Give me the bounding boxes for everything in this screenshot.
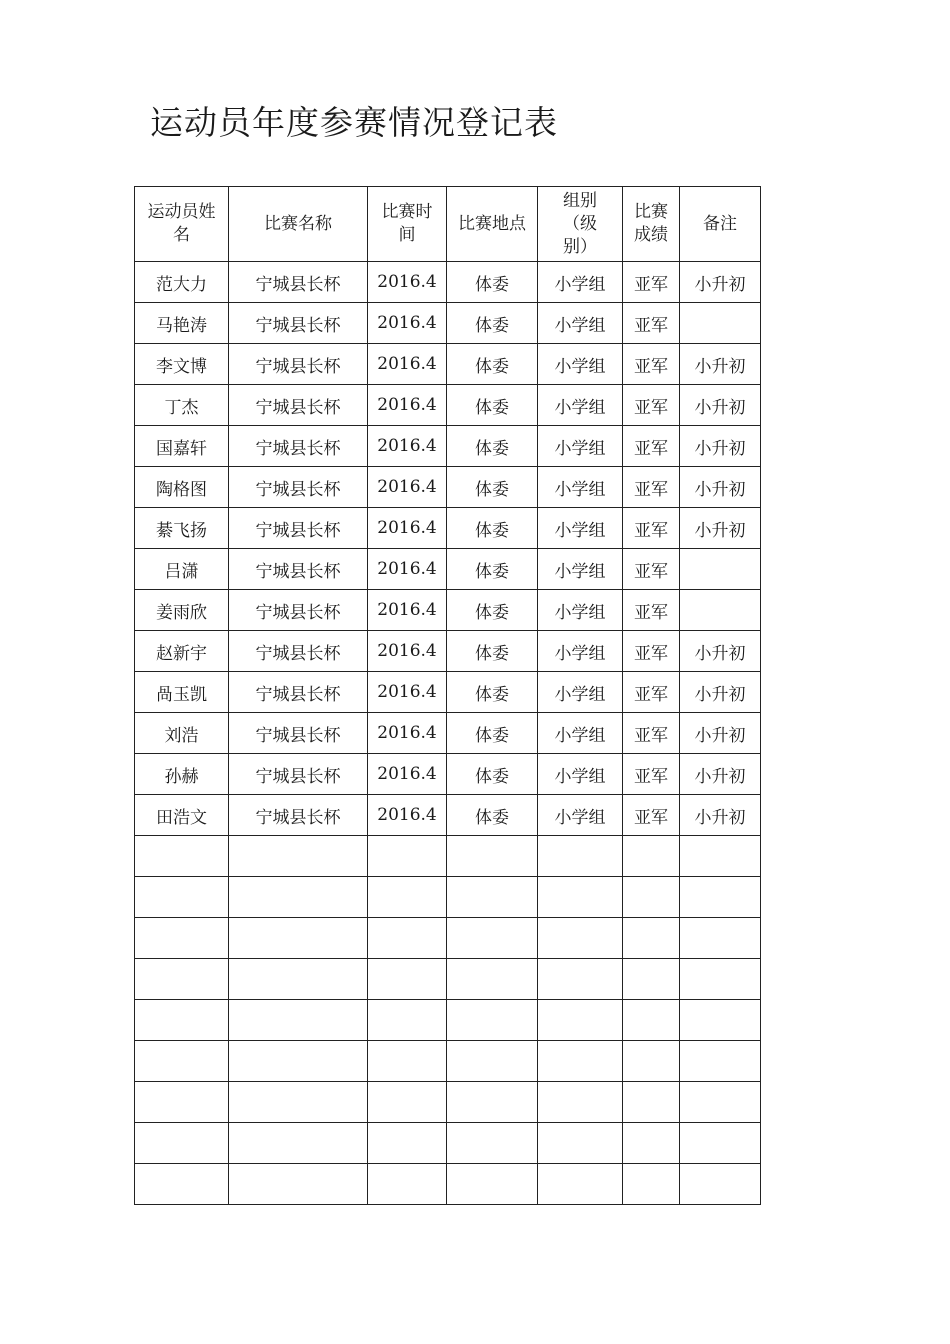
cell-event-location: 体委 xyxy=(447,795,538,836)
cell-event-name: 宁城县长杯 xyxy=(229,385,368,426)
table-row xyxy=(135,344,761,385)
cell-result xyxy=(623,1041,680,1082)
cell-group-level xyxy=(538,1123,623,1164)
cell-athlete-name: 咼玉凯 xyxy=(135,672,229,713)
cell-event-location xyxy=(447,836,538,877)
cell-remarks: 小升初 xyxy=(680,631,761,672)
cell-group-level xyxy=(538,836,623,877)
cell-group-level: 小学组 xyxy=(538,672,623,713)
cell-event-location: 体委 xyxy=(447,426,538,467)
cell-result: 亚军 xyxy=(623,508,680,549)
cell-event-name xyxy=(229,877,368,918)
cell-remarks xyxy=(680,959,761,1000)
cell-group-level xyxy=(538,877,623,918)
cell-event-location xyxy=(447,959,538,1000)
cell-athlete-name xyxy=(135,877,229,918)
cell-group-level xyxy=(538,1164,623,1205)
cell-event-location: 体委 xyxy=(447,672,538,713)
cell-event-name: 宁城县长杯 xyxy=(229,795,368,836)
cell-result: 亚军 xyxy=(623,303,680,344)
table-row xyxy=(135,795,761,836)
cell-result: 亚军 xyxy=(623,344,680,385)
cell-group-level xyxy=(538,918,623,959)
cell-athlete-name xyxy=(135,1082,229,1123)
cell-event-location: 体委 xyxy=(447,631,538,672)
table-row xyxy=(135,754,761,795)
cell-event-name xyxy=(229,918,368,959)
cell-event-time: 2016.4 xyxy=(368,795,447,836)
table-header-row xyxy=(135,187,761,262)
cell-event-name xyxy=(229,1000,368,1041)
cell-remarks xyxy=(680,303,761,344)
cell-athlete-name: 国嘉轩 xyxy=(135,426,229,467)
cell-event-time xyxy=(368,1041,447,1082)
cell-event-name: 宁城县长杯 xyxy=(229,467,368,508)
cell-event-location: 体委 xyxy=(447,549,538,590)
cell-event-name: 宁城县长杯 xyxy=(229,713,368,754)
cell-remarks: 小升初 xyxy=(680,385,761,426)
cell-event-name xyxy=(229,836,368,877)
table-row xyxy=(135,467,761,508)
cell-event-time: 2016.4 xyxy=(368,344,447,385)
cell-event-name: 宁城县长杯 xyxy=(229,508,368,549)
cell-remarks: 小升初 xyxy=(680,508,761,549)
header-event-name: 比赛名称 xyxy=(229,187,368,262)
cell-event-name: 宁城县长杯 xyxy=(229,631,368,672)
cell-remarks xyxy=(680,877,761,918)
cell-event-location: 体委 xyxy=(447,303,538,344)
cell-group-level: 小学组 xyxy=(538,426,623,467)
cell-result xyxy=(623,877,680,918)
cell-group-level: 小学组 xyxy=(538,262,623,303)
cell-remarks: 小升初 xyxy=(680,795,761,836)
cell-result xyxy=(623,918,680,959)
cell-athlete-name: 陶格图 xyxy=(135,467,229,508)
cell-event-location: 体委 xyxy=(447,262,538,303)
cell-event-time: 2016.4 xyxy=(368,385,447,426)
cell-event-name xyxy=(229,1123,368,1164)
cell-event-time xyxy=(368,918,447,959)
cell-result: 亚军 xyxy=(623,426,680,467)
cell-athlete-name xyxy=(135,1123,229,1164)
cell-event-name xyxy=(229,959,368,1000)
cell-group-level: 小学组 xyxy=(538,754,623,795)
table-row xyxy=(135,590,761,631)
table-row xyxy=(135,426,761,467)
cell-result: 亚军 xyxy=(623,631,680,672)
cell-group-level: 小学组 xyxy=(538,508,623,549)
cell-remarks xyxy=(680,836,761,877)
cell-event-name: 宁城县长杯 xyxy=(229,303,368,344)
cell-result: 亚军 xyxy=(623,385,680,426)
cell-athlete-name: 范大力 xyxy=(135,262,229,303)
registration-table xyxy=(134,186,761,1205)
cell-event-name xyxy=(229,1041,368,1082)
cell-athlete-name xyxy=(135,1041,229,1082)
table-row xyxy=(135,385,761,426)
cell-remarks: 小升初 xyxy=(680,344,761,385)
table-row xyxy=(135,1123,761,1164)
cell-athlete-name: 姜雨欣 xyxy=(135,590,229,631)
cell-group-level: 小学组 xyxy=(538,549,623,590)
cell-athlete-name: 赵新宇 xyxy=(135,631,229,672)
cell-group-level xyxy=(538,1041,623,1082)
table-row xyxy=(135,1000,761,1041)
cell-event-time xyxy=(368,877,447,918)
header-event-location: 比赛地点 xyxy=(447,187,538,262)
cell-remarks xyxy=(680,1000,761,1041)
cell-athlete-name: 吕潇 xyxy=(135,549,229,590)
cell-result: 亚军 xyxy=(623,672,680,713)
cell-group-level xyxy=(538,1000,623,1041)
cell-event-time xyxy=(368,1082,447,1123)
cell-group-level: 小学组 xyxy=(538,467,623,508)
cell-group-level xyxy=(538,1082,623,1123)
table-row xyxy=(135,672,761,713)
cell-event-name: 宁城县长杯 xyxy=(229,426,368,467)
cell-event-time xyxy=(368,1164,447,1205)
cell-result: 亚军 xyxy=(623,795,680,836)
cell-remarks xyxy=(680,1082,761,1123)
cell-athlete-name: 丁杰 xyxy=(135,385,229,426)
cell-event-location: 体委 xyxy=(447,385,538,426)
cell-remarks xyxy=(680,1164,761,1205)
cell-event-location: 体委 xyxy=(447,590,538,631)
cell-group-level: 小学组 xyxy=(538,303,623,344)
table-row xyxy=(135,631,761,672)
header-remarks: 备注 xyxy=(680,187,761,262)
table-row xyxy=(135,549,761,590)
cell-event-name: 宁城县长杯 xyxy=(229,344,368,385)
header-athlete-name: 运动员姓名 xyxy=(135,187,229,262)
cell-event-time: 2016.4 xyxy=(368,508,447,549)
cell-athlete-name: 綦飞扬 xyxy=(135,508,229,549)
cell-result: 亚军 xyxy=(623,262,680,303)
table-row xyxy=(135,836,761,877)
cell-event-location xyxy=(447,1164,538,1205)
cell-event-location xyxy=(447,918,538,959)
cell-event-location xyxy=(447,1000,538,1041)
cell-event-time: 2016.4 xyxy=(368,672,447,713)
cell-result: 亚军 xyxy=(623,549,680,590)
cell-result xyxy=(623,1000,680,1041)
cell-remarks xyxy=(680,590,761,631)
cell-remarks: 小升初 xyxy=(680,713,761,754)
cell-group-level: 小学组 xyxy=(538,385,623,426)
cell-event-time: 2016.4 xyxy=(368,262,447,303)
cell-athlete-name xyxy=(135,1000,229,1041)
header-group-level: 组别（级别） xyxy=(538,187,623,262)
cell-event-name: 宁城县长杯 xyxy=(229,754,368,795)
cell-remarks: 小升初 xyxy=(680,672,761,713)
cell-event-time: 2016.4 xyxy=(368,426,447,467)
cell-event-time: 2016.4 xyxy=(368,754,447,795)
cell-event-location: 体委 xyxy=(447,508,538,549)
table-row xyxy=(135,303,761,344)
cell-athlete-name xyxy=(135,918,229,959)
cell-event-location: 体委 xyxy=(447,344,538,385)
cell-event-time: 2016.4 xyxy=(368,590,447,631)
cell-event-name: 宁城县长杯 xyxy=(229,549,368,590)
cell-result: 亚军 xyxy=(623,713,680,754)
cell-event-time: 2016.4 xyxy=(368,467,447,508)
cell-athlete-name: 田浩文 xyxy=(135,795,229,836)
cell-athlete-name: 李文博 xyxy=(135,344,229,385)
cell-result xyxy=(623,959,680,1000)
cell-event-time xyxy=(368,959,447,1000)
cell-result: 亚军 xyxy=(623,754,680,795)
cell-result: 亚军 xyxy=(623,590,680,631)
cell-remarks xyxy=(680,549,761,590)
cell-event-time: 2016.4 xyxy=(368,713,447,754)
cell-athlete-name xyxy=(135,836,229,877)
cell-result xyxy=(623,1164,680,1205)
cell-group-level xyxy=(538,959,623,1000)
cell-event-name: 宁城县长杯 xyxy=(229,262,368,303)
table-row xyxy=(135,877,761,918)
cell-group-level: 小学组 xyxy=(538,344,623,385)
page-title: 运动员年度参赛情况登记表 xyxy=(150,103,558,142)
cell-group-level: 小学组 xyxy=(538,795,623,836)
cell-remarks xyxy=(680,1123,761,1164)
cell-event-time: 2016.4 xyxy=(368,631,447,672)
cell-event-location xyxy=(447,1041,538,1082)
table-body xyxy=(135,262,761,1205)
cell-event-time xyxy=(368,1123,447,1164)
cell-event-time xyxy=(368,1000,447,1041)
cell-result xyxy=(623,836,680,877)
cell-group-level: 小学组 xyxy=(538,590,623,631)
cell-remarks: 小升初 xyxy=(680,467,761,508)
cell-remarks xyxy=(680,918,761,959)
cell-athlete-name xyxy=(135,1164,229,1205)
table-row xyxy=(135,1164,761,1205)
cell-result: 亚军 xyxy=(623,467,680,508)
table-row xyxy=(135,1082,761,1123)
cell-event-name: 宁城县长杯 xyxy=(229,672,368,713)
cell-remarks xyxy=(680,1041,761,1082)
cell-event-time: 2016.4 xyxy=(368,303,447,344)
cell-event-location: 体委 xyxy=(447,713,538,754)
cell-event-name xyxy=(229,1082,368,1123)
cell-result xyxy=(623,1123,680,1164)
cell-event-location: 体委 xyxy=(447,467,538,508)
cell-athlete-name: 孙赫 xyxy=(135,754,229,795)
cell-event-location xyxy=(447,1123,538,1164)
cell-group-level: 小学组 xyxy=(538,631,623,672)
cell-result xyxy=(623,1082,680,1123)
table-row xyxy=(135,918,761,959)
cell-athlete-name: 马艳涛 xyxy=(135,303,229,344)
table-row xyxy=(135,1041,761,1082)
cell-athlete-name: 刘浩 xyxy=(135,713,229,754)
cell-event-name: 宁城县长杯 xyxy=(229,590,368,631)
table-row xyxy=(135,713,761,754)
cell-remarks: 小升初 xyxy=(680,262,761,303)
table-row xyxy=(135,262,761,303)
cell-event-time xyxy=(368,836,447,877)
cell-event-location xyxy=(447,1082,538,1123)
cell-event-name xyxy=(229,1164,368,1205)
cell-event-time: 2016.4 xyxy=(368,549,447,590)
cell-remarks: 小升初 xyxy=(680,754,761,795)
cell-remarks: 小升初 xyxy=(680,426,761,467)
cell-event-location: 体委 xyxy=(447,754,538,795)
table-row xyxy=(135,508,761,549)
header-result: 比赛成绩 xyxy=(623,187,680,262)
cell-athlete-name xyxy=(135,959,229,1000)
table-row xyxy=(135,959,761,1000)
cell-group-level: 小学组 xyxy=(538,713,623,754)
cell-event-location xyxy=(447,877,538,918)
header-event-time: 比赛时间 xyxy=(368,187,447,262)
